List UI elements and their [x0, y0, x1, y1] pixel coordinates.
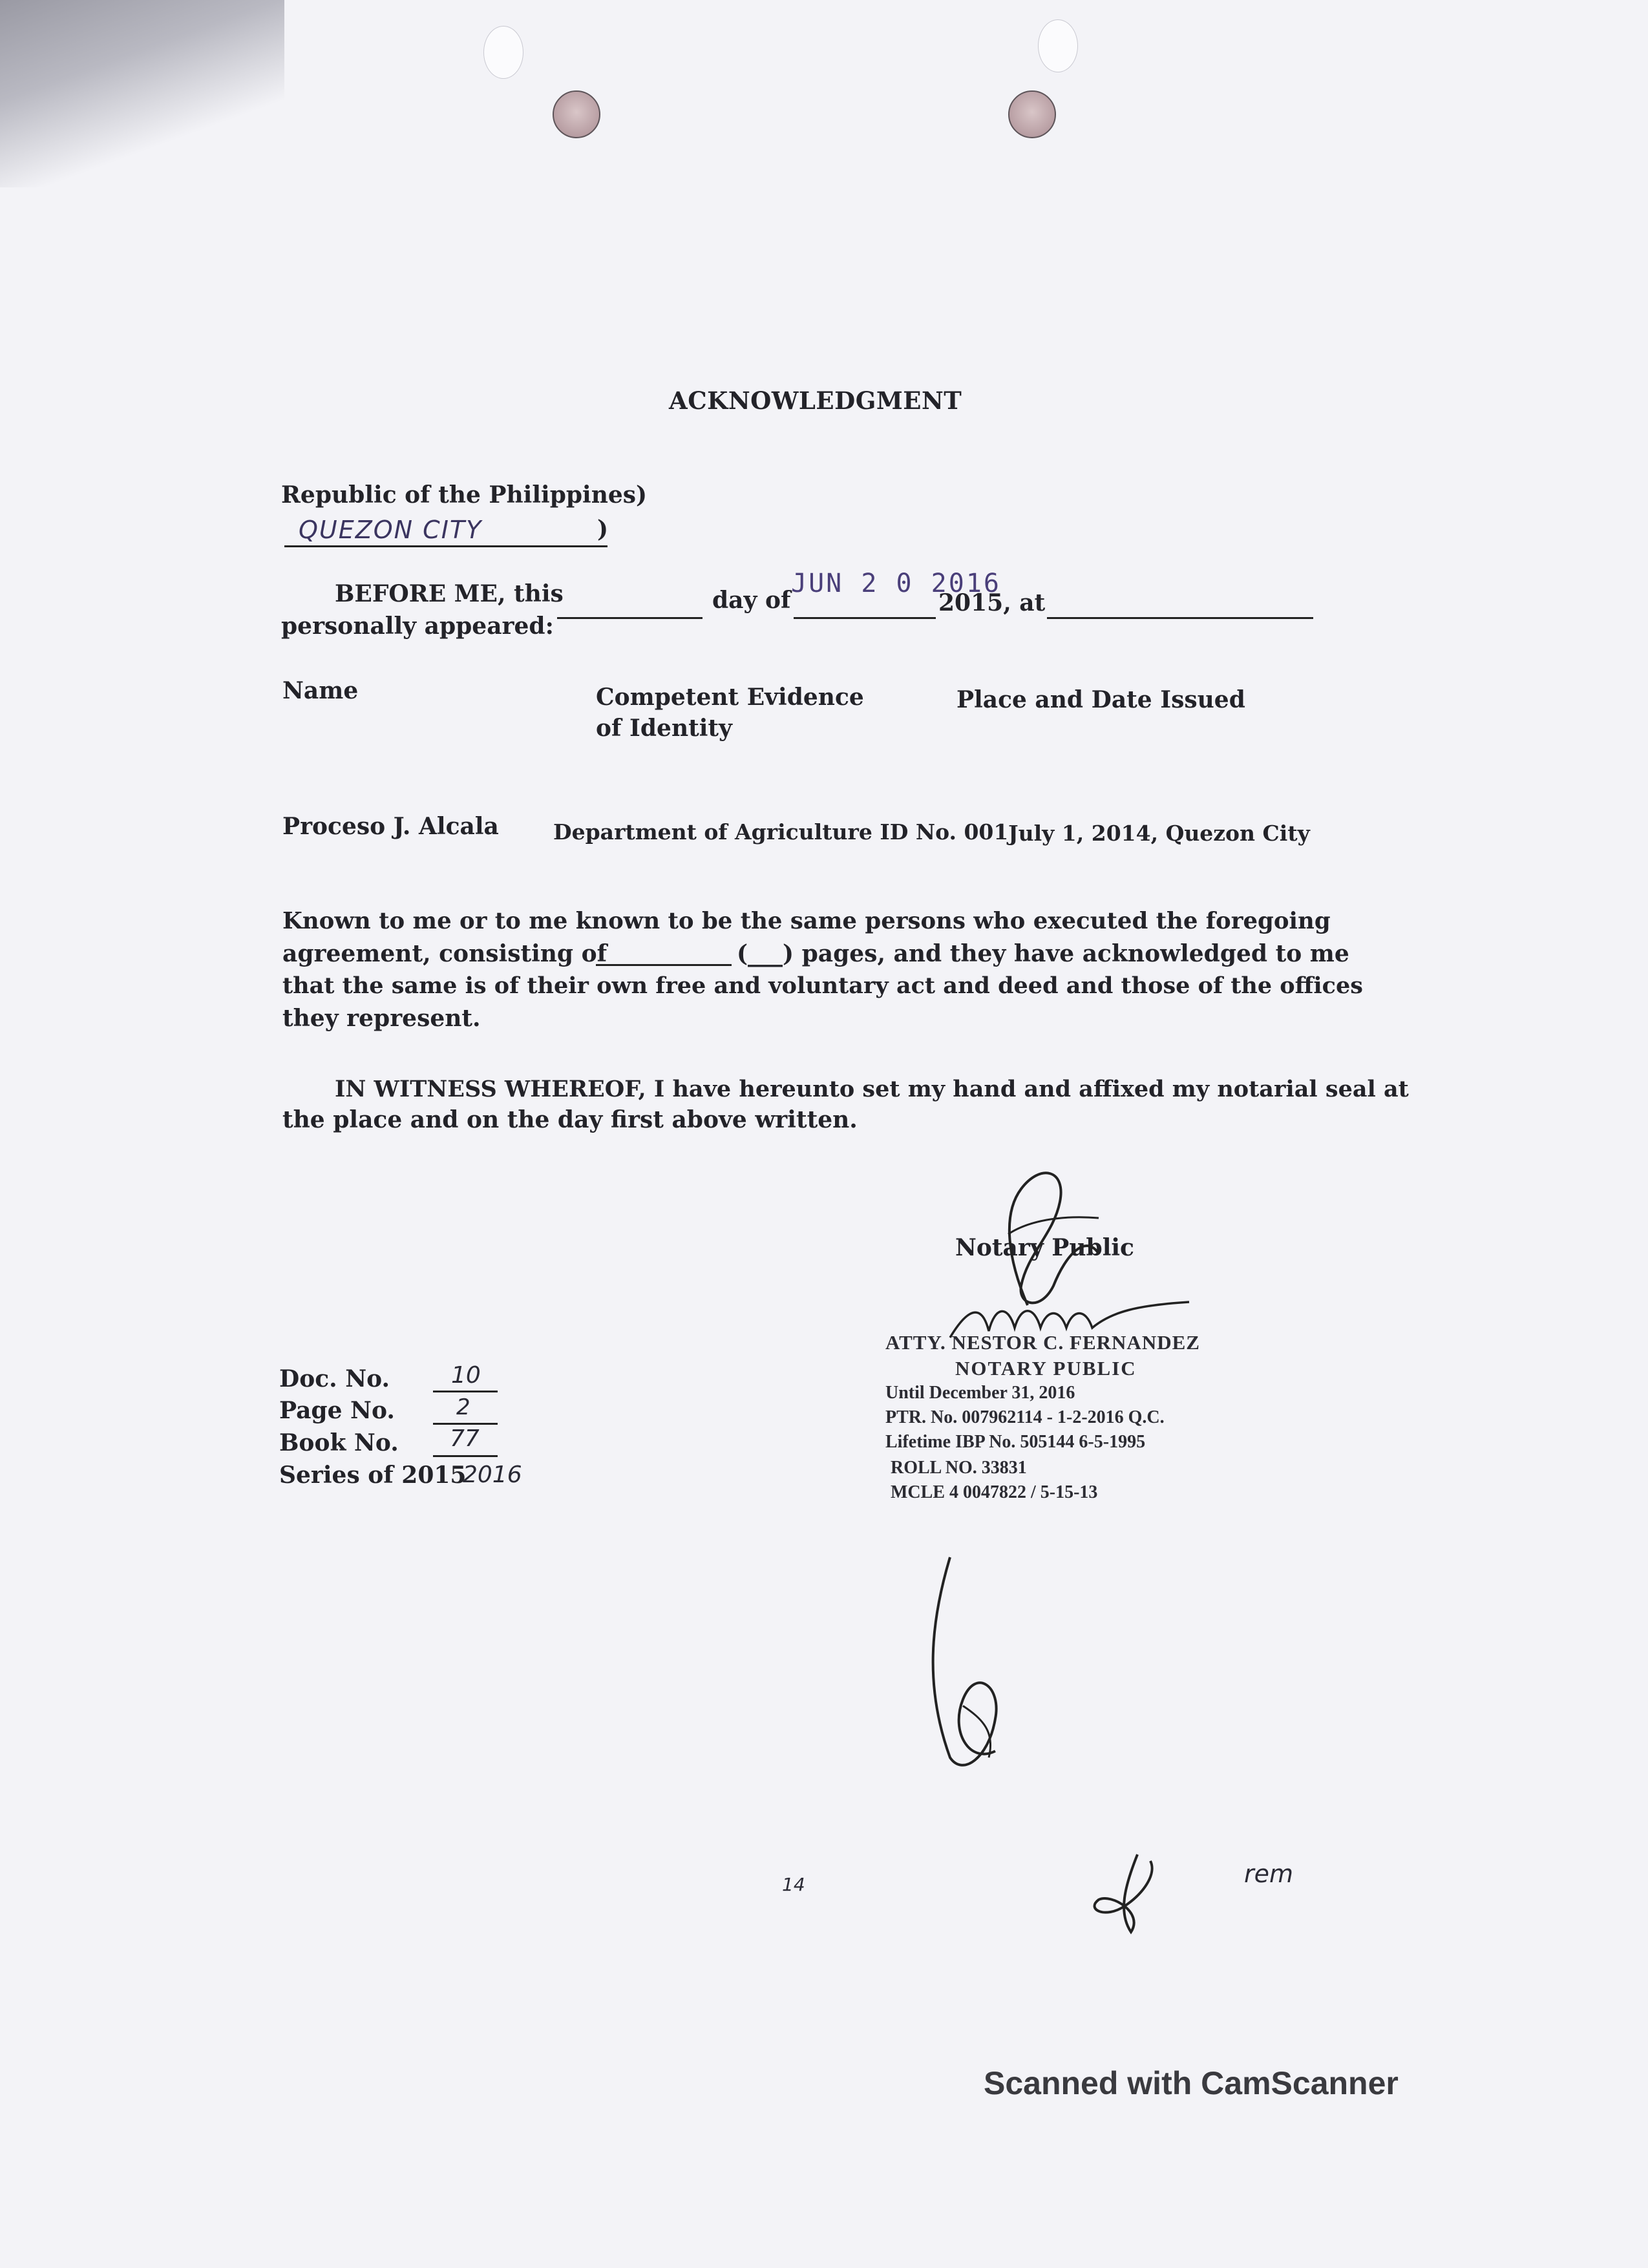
header-evidence-1: Competent Evidence — [596, 684, 864, 711]
venue-city-paren: ) — [597, 516, 609, 543]
register-page-label: Page No. — [279, 1397, 395, 1424]
punch-hole-top-left — [483, 26, 523, 79]
header-name: Name — [282, 677, 359, 704]
stamped-date: JUN 2 0 2016 — [791, 569, 1001, 598]
known-line-4: they represent. — [282, 1005, 481, 1032]
register-series-label: Series of 2015 — [279, 1462, 467, 1489]
place-blank — [1047, 617, 1313, 619]
stamp-until: Until December 31, 2016 — [885, 1383, 1075, 1403]
witness-line-2: the place and on the day first above written. — [282, 1106, 858, 1133]
punch-hole-right — [1008, 90, 1056, 138]
date-blank — [794, 617, 936, 619]
register-book-label: Book No. — [279, 1429, 399, 1456]
initial-note: rem — [1244, 1860, 1294, 1888]
before-me-prefix: BEFORE ME, this — [335, 580, 564, 607]
register-doc-line — [433, 1362, 498, 1392]
register-page-line — [433, 1394, 498, 1425]
register-doc-label: Doc. No. — [279, 1365, 390, 1392]
stamp-roll: ROLL NO. 33831 — [891, 1458, 1027, 1478]
venue-republic: Republic of the Philippines) — [281, 481, 648, 509]
venue-city-line — [284, 516, 607, 547]
pages-blank — [596, 964, 732, 966]
stamp-ptr: PTR. No. 007962114 - 1-2-2016 Q.C. — [885, 1407, 1165, 1427]
known-line-2a: agreement, consisting of — [282, 940, 607, 967]
known-line-3: that the same is of their own free and voluntary act and deed and those of the offices — [282, 972, 1363, 999]
register-series-value: 2016 — [463, 1462, 522, 1488]
row-name: Proceso J. Alcala — [282, 813, 499, 840]
punch-hole-left — [553, 90, 600, 138]
header-evidence-2: of Identity — [596, 715, 732, 742]
stamp-role: NOTARY PUBLIC — [955, 1357, 1137, 1380]
row-place-date: July 1, 2014, Quezon City — [1008, 821, 1310, 846]
row-evidence: Department of Agriculture ID No. 001 — [553, 819, 1009, 845]
register-doc-value: 10 — [451, 1362, 481, 1389]
stamp-mcle: MCLE 4 0047822 / 5-15-13 — [891, 1482, 1098, 1502]
header-place-date: Place and Date Issued — [956, 686, 1245, 713]
register-book-value: 77 — [450, 1425, 480, 1452]
folded-corner-shadow — [0, 0, 284, 187]
register-page-value: 2 — [456, 1394, 470, 1420]
witness-line-1: IN WITNESS WHEREOF, I have hereunto set my hand and affixed my notarial seal at — [335, 1076, 1409, 1102]
day-blank — [557, 617, 703, 619]
register-book-line — [433, 1425, 498, 1457]
known-line-1: Known to me or to me known to be the same persons who executed the foregoing — [282, 908, 1331, 934]
notary-public-label: Notary Public — [955, 1234, 1134, 1261]
year-suffix: 2015, at — [938, 589, 1046, 616]
punch-hole-top-right — [1038, 19, 1078, 72]
page-number: 14 — [782, 1874, 805, 1895]
signature-large — [924, 1544, 1053, 1783]
document-title: ACKNOWLEDGMENT — [669, 386, 962, 415]
personally-appeared: personally appeared: — [281, 613, 554, 640]
known-line-2b: (___) pages, and they have acknowledged to me — [737, 940, 1349, 967]
venue-city-handwritten: QUEZON CITY — [299, 516, 483, 544]
stamp-ibp: Lifetime IBP No. 505144 6-5-1995 — [885, 1432, 1146, 1452]
initials-signature — [1086, 1848, 1176, 1938]
stamp-name: ATTY. NESTOR C. FERNANDEZ — [885, 1331, 1200, 1354]
day-of-label: day of — [712, 587, 791, 614]
camscanner-watermark: Scanned with CamScanner — [984, 2065, 1399, 2101]
